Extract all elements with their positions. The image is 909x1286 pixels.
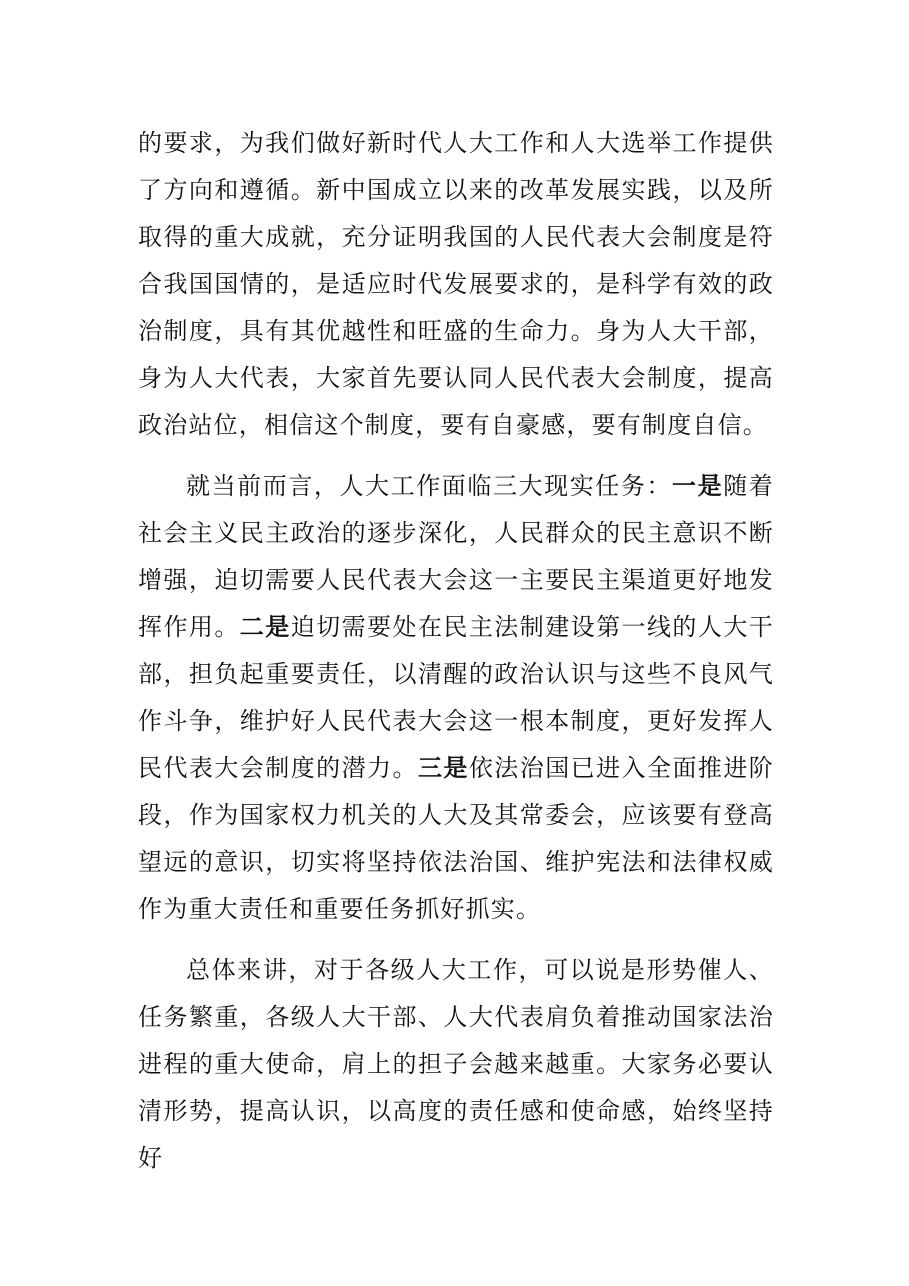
task-3-marker: 三是: [417, 754, 469, 782]
paragraph-1: [138, 120, 774, 449]
paragraph-3-text: 总体来讲，对于各级人大工作，可以说是形势催人、任务繁重，各级人大干部、人大代表肩负着推动国家法治进程的重大使命，肩上的担子会越来越重。大家务必要认清形势，提高认识，以高度的责任感和使命感，始终坚持好: [138, 956, 774, 1172]
document-body: [138, 120, 774, 1196]
paragraph-3: [138, 947, 774, 1182]
task-2-marker: 二是: [239, 613, 291, 641]
task-3-text: 依法治国已进入全面推进阶段，作为国家权力机关的人大及其常委会，应该要有登高望远的意识，切实将坚持依法治国、维护宪法和法律权威作为重大责任和重要任务抓好抓实。: [138, 754, 775, 923]
task-1-marker: 一是: [672, 472, 724, 500]
paragraph-2: [138, 463, 774, 933]
task-1-text: 随着社会主义民主政治的逐步深化，人民群众的民主意识不断增强，迫切需要人民代表大会这一主要民主渠道更好地发挥作用。: [138, 472, 774, 641]
task-2-text: 迫切需要处在民主法制建设第一线的人大干部，担负起重要责任，以清醒的政治认识与这些不良风气作斗争，维护好人民代表大会这一根本制度，更好发挥人民代表大会制度的潜力。: [138, 613, 774, 782]
paragraph-1-text: 的要求，为我们做好新时代人大工作和人大选举工作提供了方向和遵循。新中国成立以来的改革发展实践，以及所取得的重大成就，充分证明我国的人民代表大会制度是符合我国国情的，是适应时代发展要求的，是科学有效的政治制度，具有其优越性和旺盛的生命力。身为人大干部，身为人大代表，大家首先要认同人民代表大会制度，提高政治站位，相信这个制度，要有自豪感，要有制度自信。: [138, 129, 774, 439]
paragraph-2-intro: 就当前而言，人大工作面临三大现实任务：: [186, 472, 673, 500]
